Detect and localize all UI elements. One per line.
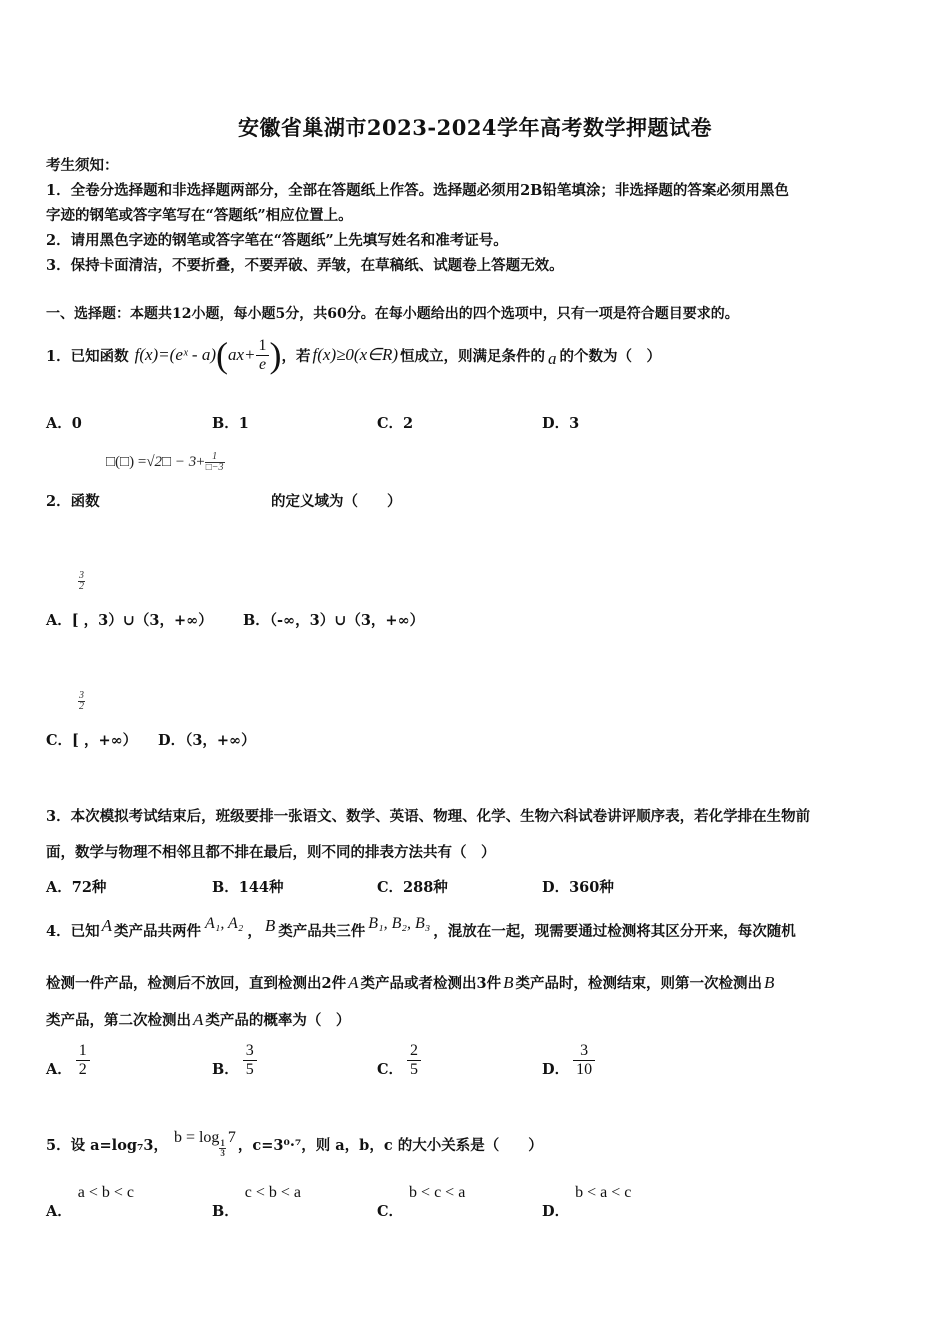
q4-option-d[interactable] (542, 1042, 595, 1079)
q4-option-a-label: A． (46, 1061, 72, 1078)
q5-option-d[interactable] (542, 1184, 632, 1220)
notice-line-2: 2．请用黑色字迹的钢笔或答字笔在“答题纸”上先填写姓名和准考证号。 (46, 232, 508, 249)
q1-function-lhs: f(x)= (134, 345, 170, 364)
q1-option-c[interactable]: C．2 (377, 415, 414, 432)
q4-option-c-frac (407, 1042, 421, 1079)
q1-option-a[interactable]: A．0 (46, 415, 82, 432)
q5-option-c-label: C． (377, 1203, 404, 1220)
notice-line-3: 3．保持卡面清洁，不要折叠，不要弄破、弄皱，在草稿纸、试题卷上答题无效。 (46, 257, 564, 274)
q3-option-a[interactable]: A．72种 (46, 879, 107, 896)
q4-line-1 (46, 912, 796, 948)
q4-line-2 (46, 972, 776, 993)
q5-option-c-expr: b < c < a (409, 1184, 466, 1201)
q2-formula-num: 1 (212, 451, 218, 462)
q2-prefix: 2．函数 (46, 493, 100, 510)
question-5 (46, 1124, 543, 1164)
q4-option-c-den: 5 (407, 1060, 421, 1079)
q4-l2-var-a: A (348, 972, 359, 992)
q4-l1-a: 4．已知 (46, 922, 100, 940)
q5-option-d-expr: b < a < c (575, 1184, 632, 1201)
q4-l2-c: 类产品时，检测结束，则第一次检测出 (515, 975, 762, 992)
q2-formula-fraction (205, 452, 225, 473)
notice-line-1a: 1．全卷分选择题和非选择题两部分，全部在答题纸上作答。选择题必须用2B铅笔填涂；非选择题的答案必须用黑色 (46, 182, 789, 199)
q5-b-arg: 7 (227, 1129, 236, 1146)
q1-mid: ，若 (281, 347, 311, 365)
q4-var-b: B (264, 916, 276, 935)
q4-option-b-frac (243, 1042, 257, 1079)
question-1 (46, 332, 661, 378)
q3-option-d[interactable]: D．360种 (542, 879, 614, 896)
q5-option-a-expr: a < b < c (77, 1184, 135, 1201)
q2-frac-a-num: 3 (79, 570, 84, 581)
q1-prefix: 1．已知函数 (46, 347, 129, 365)
q5-option-b-expr: c < b < a (244, 1184, 302, 1201)
q5-option-a-label: A． (46, 1203, 72, 1220)
q5-option-d-label: D． (542, 1203, 570, 1220)
q4-option-c-num: 2 (410, 1042, 419, 1059)
q1-left-paren: ( (215, 335, 228, 375)
q5-b-base-den: 3 (220, 1147, 225, 1158)
q4-l3-var-a: A (193, 1009, 204, 1029)
q5-option-b[interactable] (212, 1184, 302, 1220)
q4-l3-a: 类产品，第二次检测出 (46, 1012, 191, 1029)
q5-option-a[interactable] (46, 1184, 135, 1220)
q4-option-b-den: 5 (243, 1060, 257, 1079)
q4-option-a-den: 2 (76, 1060, 90, 1079)
q4-option-d-num: 3 (580, 1042, 589, 1059)
q2-suffix: 的定义域为（ ） (271, 493, 402, 510)
q4-l3-b: 类产品的概率为（ ） (205, 1012, 351, 1029)
page-title: 安徽省巢湖市2023-2024学年高考数学押题试卷 (237, 115, 713, 140)
q5-option-c[interactable] (377, 1184, 466, 1220)
q2-frac-a-den: 2 (79, 581, 84, 592)
q1-var-a: a (548, 349, 557, 368)
q2-option-b[interactable]: B．（-∞，3）∪（3，+∞） (243, 612, 425, 629)
q5-prefix: 5．设 a=log₇3， (46, 1136, 168, 1154)
q4-l2-a: 检测一件产品，检测后不放回，直到检测出2件 (46, 975, 347, 992)
q3-line-2: 面，数学与物理不相邻且都不排在最后，则不同的排表方法共有（ ） (46, 844, 496, 861)
q1-tail-a: 恒成立，则满足条件的 (400, 347, 545, 365)
q5-c-expr: ，c=3⁰·⁷，则 a，b，c 的大小关系是（ ） (237, 1136, 543, 1154)
q2-frac-c (78, 691, 85, 712)
q1-tail-b: 的个数为（ ） (559, 347, 661, 365)
q4-l1-e: ，混放在一起，现需要通过检测将其区分开来，每次随机 (433, 922, 796, 940)
q2-frac-a (78, 571, 85, 592)
q4-option-c[interactable] (377, 1042, 421, 1079)
q1-option-d[interactable]: D．3 (542, 415, 580, 432)
q3-option-c[interactable]: C．288种 (377, 879, 448, 896)
q4-a-items: A₁, A₂ (204, 915, 244, 932)
q2-option-d[interactable]: D．（3，+∞） (158, 732, 256, 749)
q4-option-b-label: B． (212, 1061, 239, 1078)
q5-b-base-num: 1 (220, 1137, 225, 1148)
q2-formula (106, 452, 225, 473)
q4-option-b-num: 3 (245, 1042, 254, 1059)
q4-option-a-frac (76, 1042, 90, 1079)
q4-option-a-num: 1 (78, 1042, 87, 1059)
section-heading: 一、选择题：本题共12小题，每小题5分，共60分。在每小题给出的四个选项中，只有一项是符合题目要求的。 (46, 306, 739, 322)
q4-option-b[interactable] (212, 1042, 257, 1079)
q4-l2-var-b2: B (763, 972, 775, 992)
q5-option-b-label: B． (212, 1203, 239, 1220)
q1-right-paren: ) (269, 335, 282, 375)
q2-formula-root: √2□ − 3 (146, 454, 197, 470)
q5-b-expr: b = log (173, 1129, 220, 1146)
q2-formula-plus: + (196, 454, 205, 470)
q2-frac-c-den: 2 (79, 701, 84, 712)
q5-b-base (219, 1139, 226, 1158)
q2-formula-lhs: □(□) = (106, 454, 147, 470)
q4-option-d-label: D． (542, 1061, 570, 1078)
q4-var-a: A (101, 916, 112, 935)
q4-l1-b: 类产品共两件 (113, 922, 201, 940)
q1-frac-den: e (256, 355, 269, 374)
q3-option-b[interactable]: B．144种 (212, 879, 284, 896)
q4-l1-d: 类产品共三件 (278, 922, 366, 940)
q4-option-d-den: 10 (573, 1060, 595, 1079)
q1-function-factor: (eˣ - a) (169, 345, 216, 364)
q1-frac-num: 1 (258, 336, 267, 354)
q4-option-a[interactable] (46, 1042, 90, 1079)
q4-l2-b: 类产品或者检测出3件 (360, 975, 502, 992)
q4-b-items: B₁, B₂, B₃ (368, 915, 431, 932)
notice-heading: 考生须知： (46, 157, 119, 174)
q2-formula-den: □−3 (205, 462, 224, 473)
q4-l2-var-b: B (503, 972, 514, 992)
q1-fraction (256, 337, 270, 374)
q2-option-c[interactable]: C．[ ，+∞） (46, 732, 138, 749)
q4-line-3 (46, 1009, 350, 1030)
q4-option-d-frac (573, 1042, 595, 1079)
q2-frac-c-num: 3 (79, 690, 84, 701)
q2-option-a[interactable]: A．[ ，3）∪（3，+∞） (46, 612, 213, 629)
q3-line-1: 3．本次模拟考试结束后，班级要排一张语文、数学、英语、物理、化学、生物六科试卷讲评顺序表，若化学排在生物前 (46, 808, 811, 825)
q1-function-inner: ax+ (227, 345, 256, 364)
q1-option-b[interactable]: B．1 (212, 415, 249, 432)
notice-line-1b: 字迹的钢笔或答字笔写在“答题纸”相应位置上。 (46, 207, 353, 224)
q1-condition: f(x)≥0(x∈R) (312, 345, 398, 364)
q4-option-c-label: C． (377, 1061, 404, 1078)
q4-l1-c: ， (247, 922, 262, 940)
